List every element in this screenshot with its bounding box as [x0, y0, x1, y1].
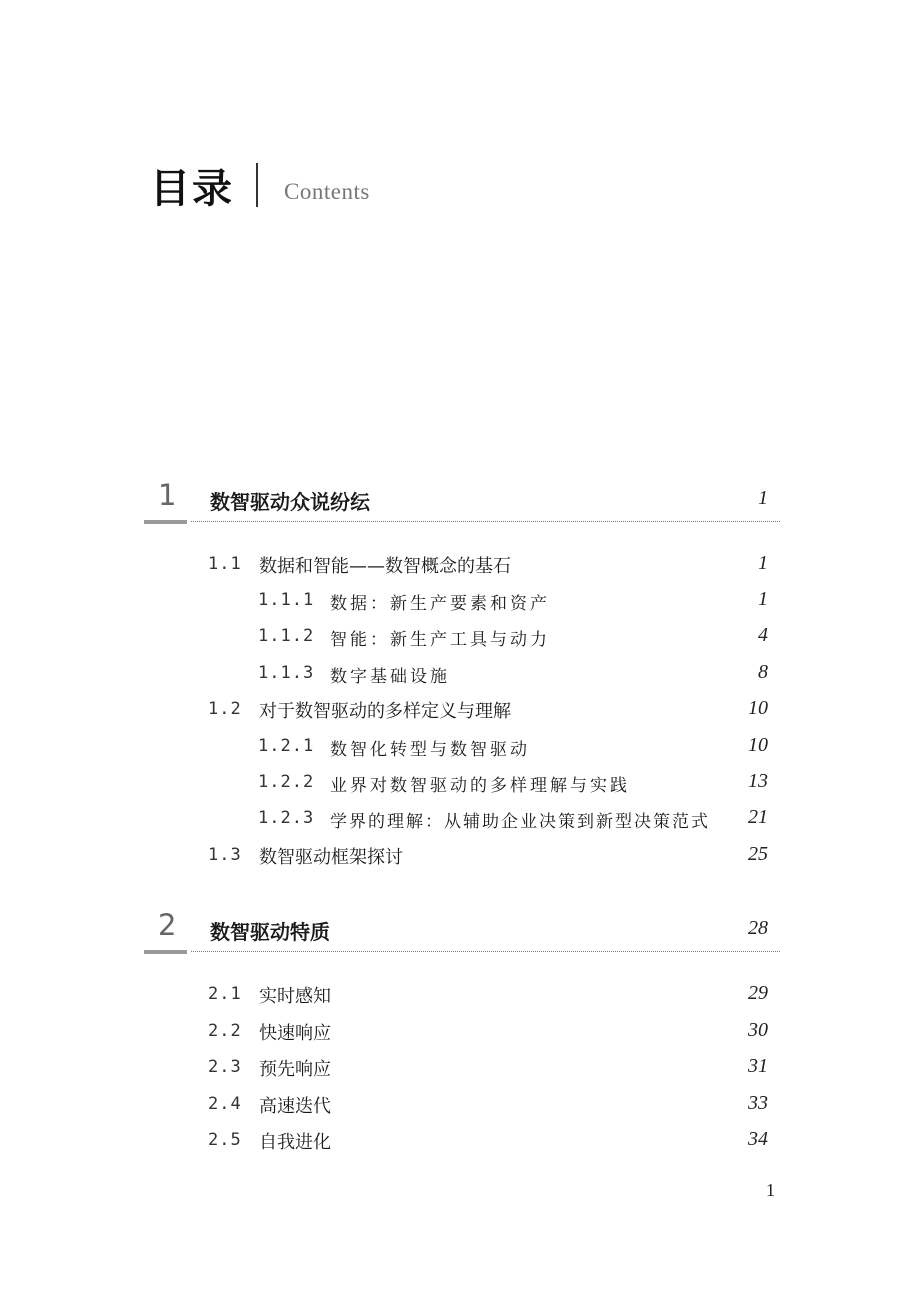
toc-header — [150, 160, 370, 210]
entry-page: 10 — [748, 734, 768, 756]
entry-title: 学界的理解：从辅助企业决策到新型决策范式 — [330, 812, 710, 832]
toc-entry[interactable] — [0, 587, 924, 617]
page-subtitle: Contents — [284, 179, 370, 204]
chapter-tab-bar — [144, 520, 187, 524]
entry-page: 8 — [758, 661, 768, 683]
entry-page: 1 — [758, 588, 768, 610]
chapter-heading-1[interactable] — [144, 478, 780, 538]
chapter-number: 2 — [158, 908, 177, 942]
entry-number: 2.2 — [208, 1021, 242, 1041]
entry-title: 快速响应 — [259, 1023, 331, 1044]
chapter-number: 1 — [158, 478, 177, 512]
entry-number: 1.2 — [208, 699, 242, 719]
chapter-page: 28 — [748, 917, 768, 939]
toc-entry[interactable] — [0, 805, 924, 835]
entry-number: 2.3 — [208, 1057, 242, 1077]
title-divider — [256, 163, 258, 207]
chapter-tab-bar — [144, 950, 187, 954]
entry-number: 2.4 — [208, 1094, 242, 1114]
entry-number: 2.5 — [208, 1130, 242, 1150]
entry-title: 数智驱动框架探讨 — [259, 847, 403, 868]
entry-number: 1.2.2 — [258, 772, 315, 792]
entry-number: 1.1 — [208, 554, 242, 574]
toc-entry[interactable] — [0, 733, 924, 763]
entry-page: 10 — [748, 697, 768, 719]
entry-page: 31 — [748, 1055, 768, 1077]
chapter-heading-2[interactable] — [144, 908, 780, 968]
toc-entry[interactable] — [0, 696, 924, 726]
entry-page: 34 — [748, 1128, 768, 1150]
entry-page: 21 — [748, 806, 768, 828]
toc-entry[interactable] — [0, 842, 924, 872]
chapter-title: 数智驱动众说纷纭 — [210, 490, 370, 514]
toc-entry[interactable] — [0, 981, 924, 1011]
entry-number: 1.2.3 — [258, 808, 315, 828]
entry-page: 29 — [748, 982, 768, 1004]
entry-number: 1.2.1 — [258, 736, 315, 756]
toc-entry[interactable] — [0, 1127, 924, 1157]
toc-entry[interactable] — [0, 1018, 924, 1048]
entry-title: 数字基础设施 — [330, 667, 450, 687]
entry-title: 数智化转型与数智驱动 — [330, 740, 530, 760]
entry-title: 数据和智能——数智概念的基石 — [259, 556, 511, 577]
toc-entry[interactable] — [0, 1054, 924, 1084]
entry-number: 1.3 — [208, 845, 242, 865]
chapter-dotted-rule — [191, 951, 780, 952]
entry-number: 1.1.1 — [258, 590, 315, 610]
entry-page: 13 — [748, 770, 768, 792]
page-number: 1 — [766, 1180, 775, 1200]
page-title: 目录 — [150, 165, 234, 212]
chapter-title: 数智驱动特质 — [210, 920, 330, 944]
chapter-page: 1 — [758, 487, 768, 509]
chapter-dotted-rule — [191, 521, 780, 522]
entry-page: 1 — [758, 552, 768, 574]
toc-entry[interactable] — [0, 551, 924, 581]
entry-page: 33 — [748, 1092, 768, 1114]
entry-title: 实时感知 — [259, 986, 331, 1007]
toc-entry[interactable] — [0, 769, 924, 799]
entry-title: 数据：新生产要素和资产 — [330, 594, 550, 614]
entry-page: 25 — [748, 843, 768, 865]
toc-entry[interactable] — [0, 660, 924, 690]
entry-title: 智能：新生产工具与动力 — [330, 630, 550, 650]
entry-title: 自我进化 — [259, 1132, 331, 1153]
entry-page: 30 — [748, 1019, 768, 1041]
entry-number: 1.1.3 — [258, 663, 315, 683]
entry-title: 对于数智驱动的多样定义与理解 — [259, 701, 511, 722]
entry-title: 业界对数智驱动的多样理解与实践 — [330, 776, 630, 796]
entry-title: 高速迭代 — [259, 1096, 331, 1117]
entry-title: 预先响应 — [259, 1059, 331, 1080]
toc-entry[interactable] — [0, 1091, 924, 1121]
toc-entry[interactable] — [0, 623, 924, 653]
entry-number: 2.1 — [208, 984, 242, 1004]
entry-page: 4 — [758, 624, 768, 646]
entry-number: 1.1.2 — [258, 626, 315, 646]
